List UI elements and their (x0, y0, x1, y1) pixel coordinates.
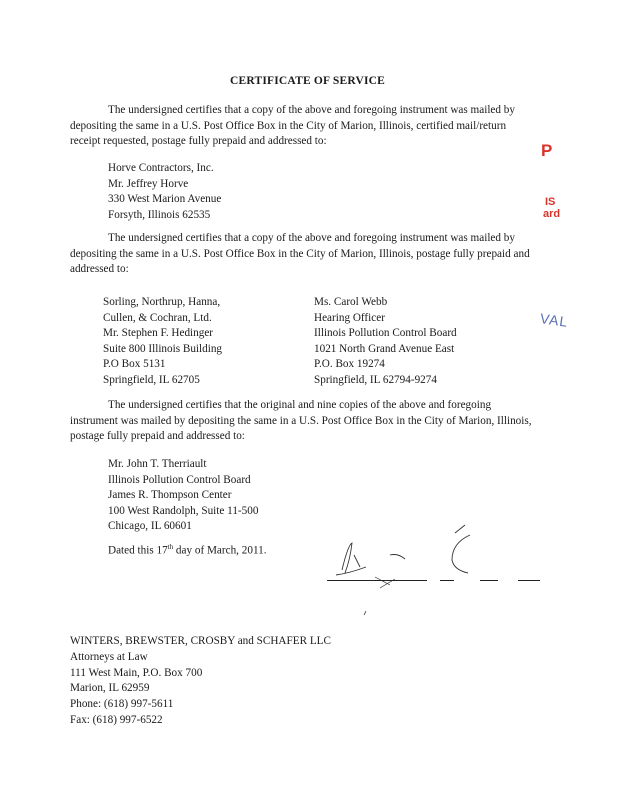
address-line: P.O Box 5131 (103, 358, 166, 370)
signature-mark (320, 515, 550, 615)
signature-line (518, 580, 540, 581)
firm-line: Marion, IL 62959 (70, 682, 150, 695)
address-line: P.O. Box 19274 (314, 358, 385, 370)
dated-line (108, 543, 267, 557)
paragraph-2-text: The undersigned certifies that a copy of the above and foregoing instrument was mailed by depositing the same in a U.S. Post Office Box in the City of Marion, Illinois, postage fully prepaid and addressed to: (70, 232, 530, 276)
address-line: Chicago, IL 60601 (108, 520, 192, 532)
firm-line: Attorneys at Law (70, 650, 148, 663)
address-line: Illinois Pollution Control Board (108, 473, 251, 486)
approval-stamp-val: VAL (539, 310, 570, 330)
firm-phone: Phone: (618) 997-5611 (70, 698, 174, 711)
signature-line (480, 580, 498, 581)
address-line: Springfield, IL 62705 (103, 373, 200, 386)
address-line: Hearing Officer (314, 311, 385, 324)
dated-sup: th (167, 543, 174, 551)
address-line: Mr. Stephen F. Hedinger (103, 327, 214, 339)
signature-line (327, 580, 427, 581)
paragraph-service-mailed (70, 231, 538, 278)
firm-name: WINTERS, BREWSTER, CROSBY and SCHAFER LLC (70, 635, 331, 647)
paragraph-1-text: The undersigned certifies that a copy of the above and foregoing instrument was mailed by depositing the same in a U.S. Post Office Box in the City of Marion, Illinois, certified mail/return receipt requested, postage fully prepaid and addressed to: (70, 104, 515, 148)
address-line: Horve Contractors, Inc. (108, 162, 214, 174)
signature-line (440, 580, 454, 581)
address-line: 330 West Marion Avenue (108, 193, 222, 205)
address-line: James R. Thompson Center (108, 489, 232, 501)
address-line: Ms. Carol Webb (314, 296, 388, 308)
address-line: Suite 800 Illinois Building (103, 342, 223, 355)
paragraph-3-text: The undersigned certifies that the original and nine copies of the above and foregoing instrument was mailed by depositing the same in a U.S. Post Office Box in the City of Marion, Illinois, postage fully prepaid and addressed to: (70, 399, 532, 443)
address-line: 1021 North Grand Avenue East (314, 342, 455, 355)
dated-prefix: Dated this 17 (108, 544, 168, 557)
address-line: Illinois Pollution Control Board (314, 327, 457, 339)
received-stamp-ard: ard (543, 208, 561, 220)
address-line: Mr. John T. Therriault (108, 458, 207, 470)
address-sorling (103, 295, 222, 388)
dated-suffix: day of March, 2011. (173, 544, 267, 557)
received-stamp-is: IS (545, 196, 556, 208)
address-line: Forsyth, Illinois 62535 (108, 208, 211, 221)
address-hearing-officer (314, 295, 457, 388)
page-title: CERTIFICATE OF SERVICE (230, 75, 386, 87)
address-line: 100 West Randolph, Suite 11-500 (108, 504, 259, 517)
address-line: Sorling, Northrup, Hanna, (103, 296, 221, 308)
paragraph-service-certified (70, 103, 538, 150)
firm-fax: Fax: (618) 997-6522 (70, 713, 163, 726)
firm-line: 111 West Main, P.O. Box 700 (70, 666, 203, 679)
address-therriault (108, 457, 258, 535)
firm-signature-block (70, 634, 331, 729)
address-line: Springfield, IL 62794-9274 (314, 373, 437, 386)
address-horve (108, 161, 221, 223)
address-line: Cullen, & Cochran, Ltd. (103, 311, 212, 324)
received-stamp-p: P (541, 141, 553, 160)
paragraph-service-original (70, 398, 538, 445)
address-line: Mr. Jeffrey Horve (108, 177, 189, 190)
